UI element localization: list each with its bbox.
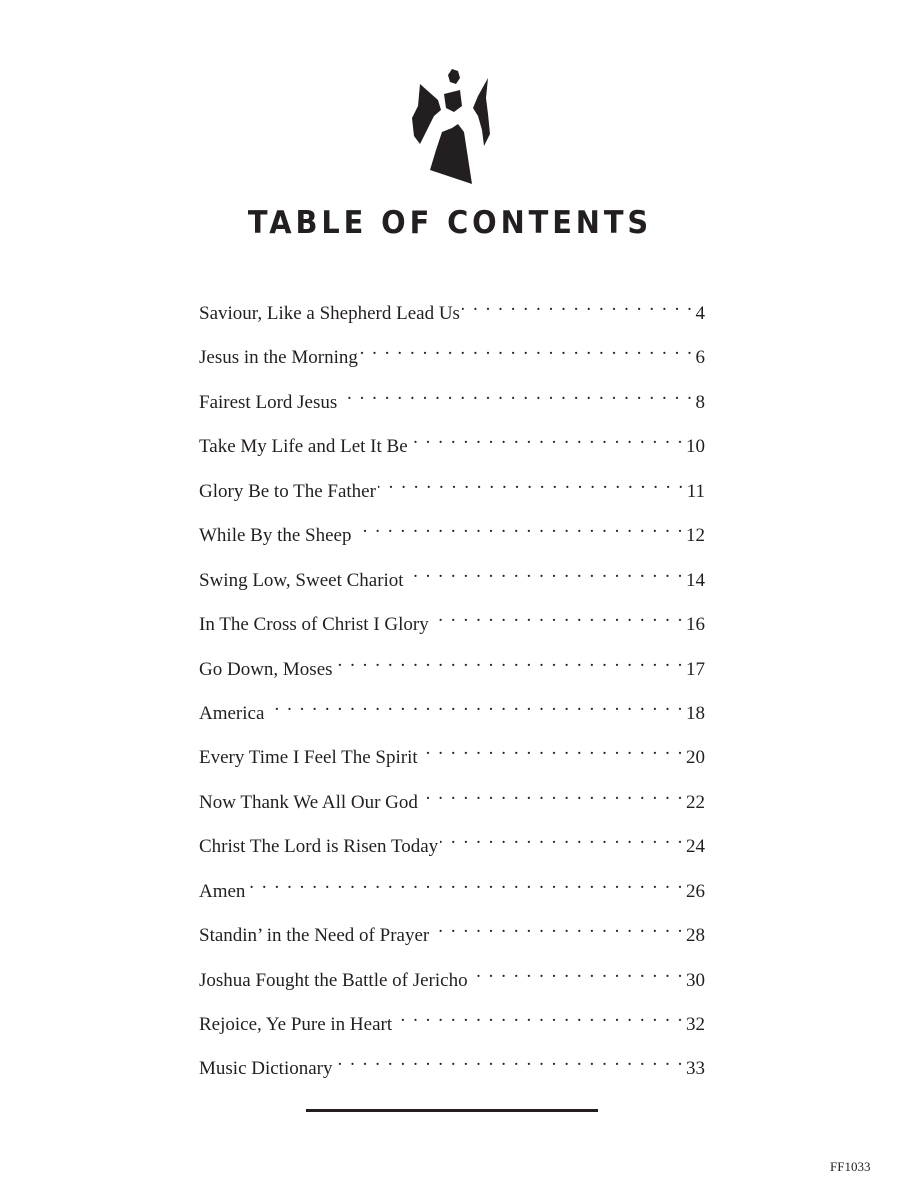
toc-entry-title: Jesus in the Morning [199,347,358,369]
toc-entry-title: Amen [199,880,246,902]
dot-leader [335,647,684,675]
toc-entry-title: Saviour, Like a Shepherd Lead Us [199,303,460,324]
toc-entry[interactable] [199,335,705,379]
dot-leader [431,913,684,941]
toc-entry-title: Go Down, Moses [199,658,333,680]
dot-leader [410,424,684,452]
toc-entry-title: Joshua Fought the Battle of Jericho [199,969,468,991]
toc-entry-title: Every Time I Feel The Spirit [199,747,418,769]
horizontal-divider [306,1109,598,1112]
toc-entry-page: 24 [686,836,705,858]
toc-entry-title: America [199,702,265,724]
toc-entry-title: Standin’ in the Need of Prayer [199,925,430,947]
catalog-code: FF1033 [830,1159,871,1174]
toc-entry-page: 12 [686,525,705,547]
dot-leader [360,335,694,363]
toc-entry-title: While By the Sheep [199,525,352,547]
toc-entry-page: 30 [686,969,705,991]
dot-leader [378,469,685,497]
toc-entry[interactable] [199,1046,705,1090]
toc-entry[interactable] [199,735,705,779]
toc-entry[interactable] [199,1002,705,1046]
toc-entry[interactable] [199,602,705,646]
toc-entry[interactable] [199,824,705,868]
toc-entry-title: Music Dictionary [199,1058,333,1080]
toc-entry-page: 32 [686,1014,705,1035]
toc-entry-title: Swing Low, Sweet Chariot [199,569,404,591]
toc-entry-page: 14 [686,569,705,591]
toc-entry[interactable] [199,691,705,735]
toc-entry-page: 18 [686,702,705,724]
dot-leader [394,1002,684,1030]
toc-entry[interactable] [199,558,705,602]
toc-entry-title: Now Thank We All Our God [199,791,418,813]
dot-leader [440,824,684,852]
page-title: TABLE OF CONTENTS [247,205,653,241]
dot-leader [354,513,685,541]
toc-entry-title: Rejoice, Ye Pure in Heart [199,1014,393,1035]
toc-entry[interactable] [199,291,705,335]
toc-entry[interactable] [199,424,705,468]
toc-entry[interactable] [199,913,705,957]
dot-leader [406,558,684,586]
toc-entry-page: 20 [686,747,705,769]
toc-entry[interactable] [199,958,705,1002]
toc-entry-page: 4 [695,303,705,324]
toc-entry-title: Christ The Lord is Risen Today [199,836,439,858]
toc-entry-title: Glory Be to The Father [199,480,376,502]
toc-entry[interactable] [199,380,705,424]
toc-entry-page: 6 [695,347,705,369]
toc-entry[interactable] [199,780,705,824]
toc-entry-title: Fairest Lord Jesus [199,391,338,413]
dot-leader [247,869,684,897]
toc-entry[interactable] [199,513,705,557]
dot-leader [420,735,684,763]
toc-entry-title: Take My Life and Let It Be [199,436,408,458]
dot-leader [266,691,684,719]
toc-entry[interactable] [199,469,705,513]
toc-entry-page: 11 [686,480,705,502]
toc-entry-page: 17 [686,658,705,680]
toc-entry-page: 28 [686,925,705,947]
dot-leader [420,780,684,808]
table-of-contents [199,291,705,1091]
dot-leader [339,380,693,408]
dot-leader [470,958,684,986]
angel-icon [408,66,494,186]
toc-entry-page: 33 [686,1058,705,1080]
toc-entry-page: 8 [695,391,705,413]
toc-entry-title: In The Cross of Christ I Glory [199,614,429,636]
toc-entry-page: 10 [686,436,705,458]
toc-entry-page: 22 [686,791,705,813]
toc-entry[interactable] [199,869,705,913]
dot-leader [431,602,684,630]
dot-leader [335,1046,684,1074]
toc-entry[interactable] [199,647,705,691]
toc-entry-page: 16 [686,614,705,636]
dot-leader [462,291,694,319]
toc-entry-page: 26 [686,880,705,902]
